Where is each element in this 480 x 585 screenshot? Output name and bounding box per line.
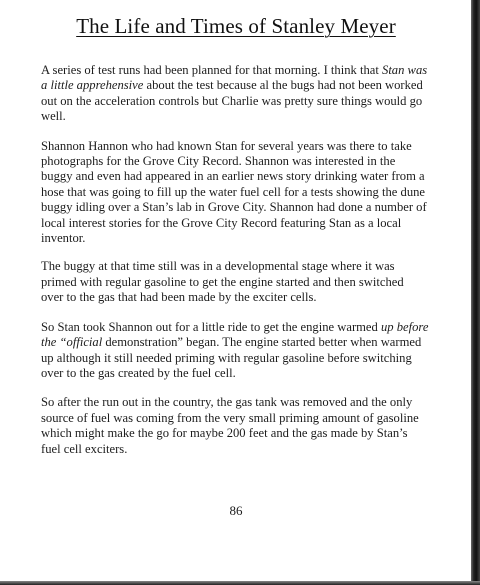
paragraph-2: Shannon Hannon who had known Stan for several years was there to take photographs for the Grove City Record. Shannon was interested in the buggy and even had appeared in an earlier news story drinking water from a hose that was going to fill up the water fuel cell for a tests showing the dune buggy idling over a Stan’s lab in Grove City. Shannon had done a number of local interest stories for the Grove City Record featuring Stan as a local inventor. bbox=[41, 138, 427, 246]
paragraph-3: The buggy at that time still was in a developmental stage where it was primed with regular gasoline to get the engine started and then switched over to the gas that had been made by the exciter cells. bbox=[41, 259, 404, 305]
body-text bbox=[41, 63, 429, 471]
paragraph-4-text-a: So Stan took Shannon out for a little ride to get the engine warmed bbox=[41, 319, 381, 334]
page-title: The Life and Times of Stanley Meyer bbox=[76, 14, 396, 38]
page-edge-shadow-bottom bbox=[0, 581, 480, 585]
page-edge-shadow-right bbox=[471, 0, 480, 585]
paragraph-1-text-a: A series of test runs had been planned for that morning. I think that bbox=[41, 63, 383, 77]
page-number: 86 bbox=[229, 503, 243, 518]
paragraph-4-italic-text: up before the “official bbox=[41, 319, 429, 350]
paragraph-1 bbox=[41, 63, 429, 125]
paragraph-4 bbox=[41, 320, 429, 382]
paragraph-5: So after the run out in the country, the gas tank was removed and the only source of fuel was coming from the very small priming amount of gasoline which might make the go for maybe 200 feet and the gas made by Stan’s fuel cell exciters. bbox=[41, 395, 419, 456]
paragraph-1-text-c: about the test because al the bugs had not been worked out on the acceleration controls but Charlie was pretty sure things would go well. bbox=[41, 78, 423, 124]
paragraph-4-text-c: demonstration” began. The engine started better when warmed up although it still needed priming with regular gasoline before switching over to the gas created by the fuel cell. bbox=[41, 335, 422, 380]
paragraph-1-italic-text: Stan was a little apprehensive bbox=[41, 63, 428, 93]
